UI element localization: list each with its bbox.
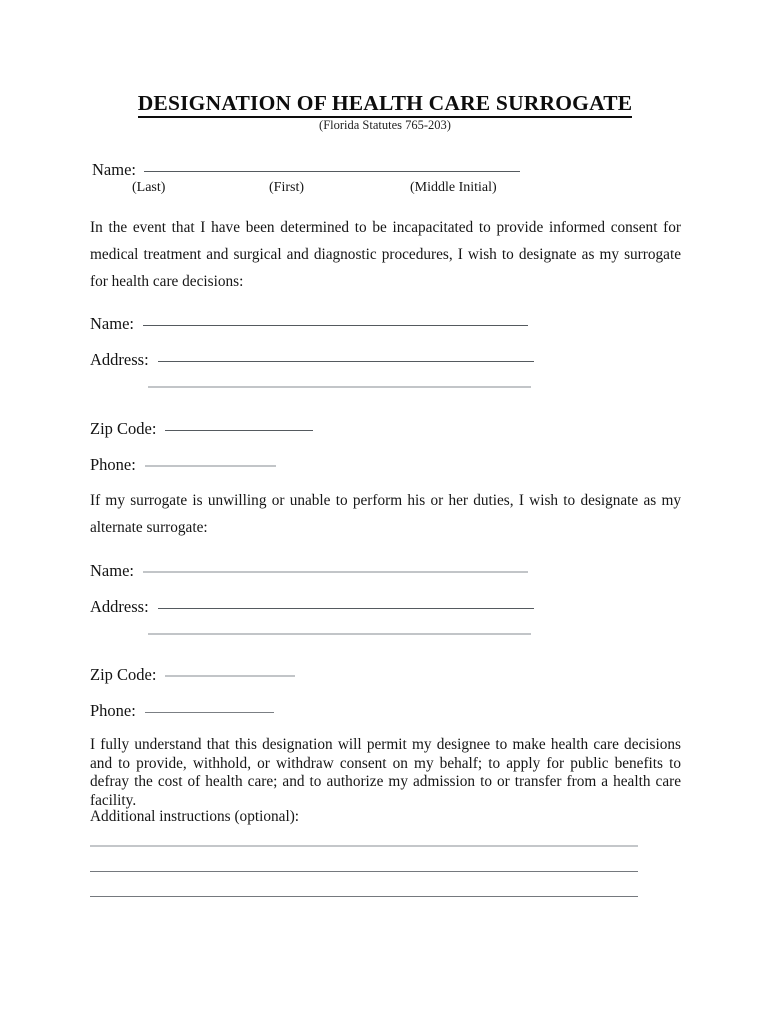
caption-middle-initial: (Middle Initial) (410, 180, 497, 195)
surrogate-address-input-line[interactable] (158, 361, 534, 362)
declarant-name-label: Name: (92, 160, 136, 179)
understanding-paragraph: I fully understand that this designation will permit my designee to make health care decisions and to provide, withhold, or withdraw consent on my behalf; to apply for public benefits to defray the cost of health care; and to authorize my admission to or transfer from a health care facility. (90, 736, 681, 809)
instruction-line-1[interactable] (90, 845, 638, 847)
surrogate-phone-row (90, 455, 276, 475)
alternate-zip-input-line[interactable] (165, 675, 295, 677)
additional-instructions-lines (90, 845, 638, 921)
instruction-line-3[interactable] (90, 896, 638, 897)
alternate-phone-input-line[interactable] (145, 712, 274, 713)
alternate-address-input-line[interactable] (158, 608, 534, 609)
alternate-address-row-2 (148, 633, 531, 635)
intro-paragraph: In the event that I have been determined to be incapacitated to provide informed consent for medical treatment and surgical and diagnostic procedures, I wish to designate as my surrogate for health care decisions: (90, 219, 681, 290)
alternate-address-row (90, 597, 534, 617)
surrogate-address-input-line-2[interactable] (148, 386, 531, 388)
alternate-name-label: Name: (90, 561, 134, 580)
alternate-zip-row (90, 665, 295, 685)
surrogate-name-row (90, 314, 528, 334)
instruction-line-2[interactable] (90, 871, 638, 872)
alternate-address-label: Address: (90, 597, 149, 616)
additional-instructions-label: Additional instructions (optional): (90, 808, 300, 825)
declarant-name-captions (92, 180, 562, 200)
alternate-phone-label: Phone: (90, 701, 136, 720)
surrogate-zip-label: Zip Code: (90, 419, 157, 438)
page-title: DESIGNATION OF HEALTH CARE SURROGATE (138, 92, 633, 118)
alternate-address-input-line-2[interactable] (148, 633, 531, 635)
surrogate-zip-input-line[interactable] (165, 430, 313, 431)
title-block (0, 92, 770, 118)
surrogate-phone-label: Phone: (90, 455, 136, 474)
declarant-name-row (92, 160, 520, 180)
alternate-name-row (90, 561, 528, 581)
caption-first: (First) (269, 180, 304, 195)
surrogate-name-label: Name: (90, 314, 134, 333)
statute-reference: (Florida Statutes 765-203) (319, 118, 451, 132)
surrogate-address-row-2 (148, 386, 531, 388)
declarant-name-input-line[interactable] (144, 171, 520, 172)
surrogate-zip-row (90, 419, 313, 439)
caption-last: (Last) (132, 180, 166, 195)
alternate-paragraph: If my surrogate is unwilling or unable to perform his or her duties, I wish to designate as my alternate surrogate: (90, 492, 681, 536)
surrogate-address-label: Address: (90, 350, 149, 369)
alternate-phone-row (90, 701, 274, 721)
alternate-name-input-line[interactable] (143, 571, 528, 573)
alternate-zip-label: Zip Code: (90, 665, 157, 684)
surrogate-address-row (90, 350, 534, 370)
surrogate-phone-input-line[interactable] (145, 465, 276, 467)
surrogate-name-input-line[interactable] (143, 325, 528, 326)
